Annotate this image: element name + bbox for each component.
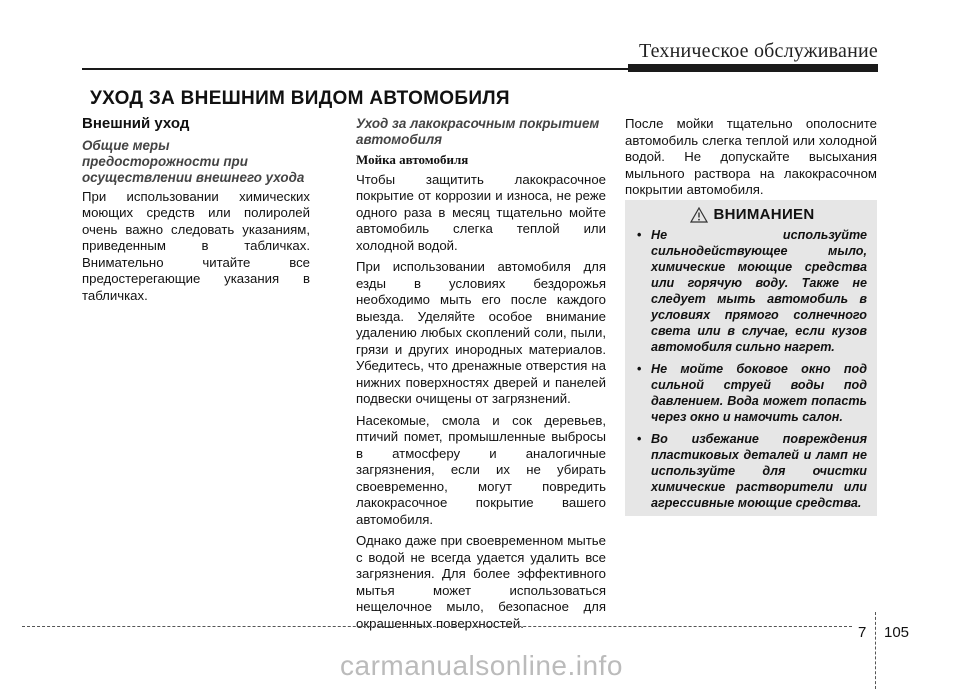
warning-list <box>637 227 867 511</box>
page-chapter: 7 <box>858 624 867 641</box>
subheading-paint-care: Уход за лакокрасочным покрытием автомобиля <box>356 116 600 147</box>
heading-car-wash: Мойка автомобиля <box>356 152 469 167</box>
header-title: Техническое обслуживание <box>638 40 878 62</box>
footer-divider <box>875 612 876 689</box>
watermark: carmanualsonline.info <box>340 650 623 681</box>
column-2 <box>356 116 606 637</box>
paragraph: Однако даже при своевременном мытье с водой не всегда удается удалить все загрязнения. Для более эффективного мытья может использоваться нещелочное мыло, безопасное для окрашенных поверхностей. <box>356 533 606 631</box>
column-1 <box>82 116 310 309</box>
section-title: УХОД ЗА ВНЕШНИМ ВИДОМ АВТОМОБИЛЯ <box>90 88 510 109</box>
page-number: 105 <box>884 624 910 641</box>
warning-box <box>625 200 877 516</box>
heading-exterior-care: Внешний уход <box>82 115 190 132</box>
paragraph: После мойки тщательно ополосните автомобиль слегка теплой или холодной водой. Не допускайте высыхания мыльного раствора на лакокрасочном покрытии автомобиля. <box>625 116 877 197</box>
header-bar <box>628 64 878 72</box>
list-item: • Не используйте сильнодействующее мыло, химические моющие средства или горячую воду. Также не следует мыть автомобиль в условиях прямого солнечного света или в случае, если кузов автомобиля сильно нагрет. <box>637 227 867 355</box>
warning-title: ВНИМАНИЕN <box>713 206 815 223</box>
paragraph: При использовании химических моющих средств или полиролей очень важно следовать указаниям, приведенным в табличках. Внимательно читайте все предостерегающие указания в табличках. <box>82 188 310 303</box>
footer-rule <box>22 626 852 627</box>
subheading-precautions: Общие меры предосторожности при осуществлении внешнего ухода <box>82 137 305 185</box>
column-3 <box>625 116 877 204</box>
list-item: • Не мойте боковое окно под сильной струей воды под давлением. Вода может попасть через окно и намочить салон. <box>637 361 867 425</box>
paragraph: Насекомые, смола и сок деревьев, птичий помет, промышленные выбросы в атмосферу и аналогичные загрязнения, если их не убирать своевременно, могут повредить лакокрасочное покрытие вашего автомобиля. <box>356 412 606 527</box>
paragraph: Чтобы защитить лакокрасочное покрытие от коррозии и износа, не реже одного раза в месяц тщательно мойте автомобиль слегка теплой или холодной водой. <box>356 171 606 253</box>
list-item: • Во избежание повреждения пластиковых деталей и ламп не используйте для очистки химические растворители или агрессивные моющие средства. <box>637 431 867 511</box>
warning-header <box>637 206 867 223</box>
paragraph: При использовании автомобиля для езды в условиях бездорожья необходимо мыть его после каждого выезда. Уделяйте особое внимание удалению любых скоплений соли, пыли, грязи и других инородных материалов. Убедитесь, что дренажные отверстия на нижних поверхностях дверей и панелей подвески очищены от загрязнений. <box>356 259 606 406</box>
warning-triangle-icon <box>690 207 708 223</box>
